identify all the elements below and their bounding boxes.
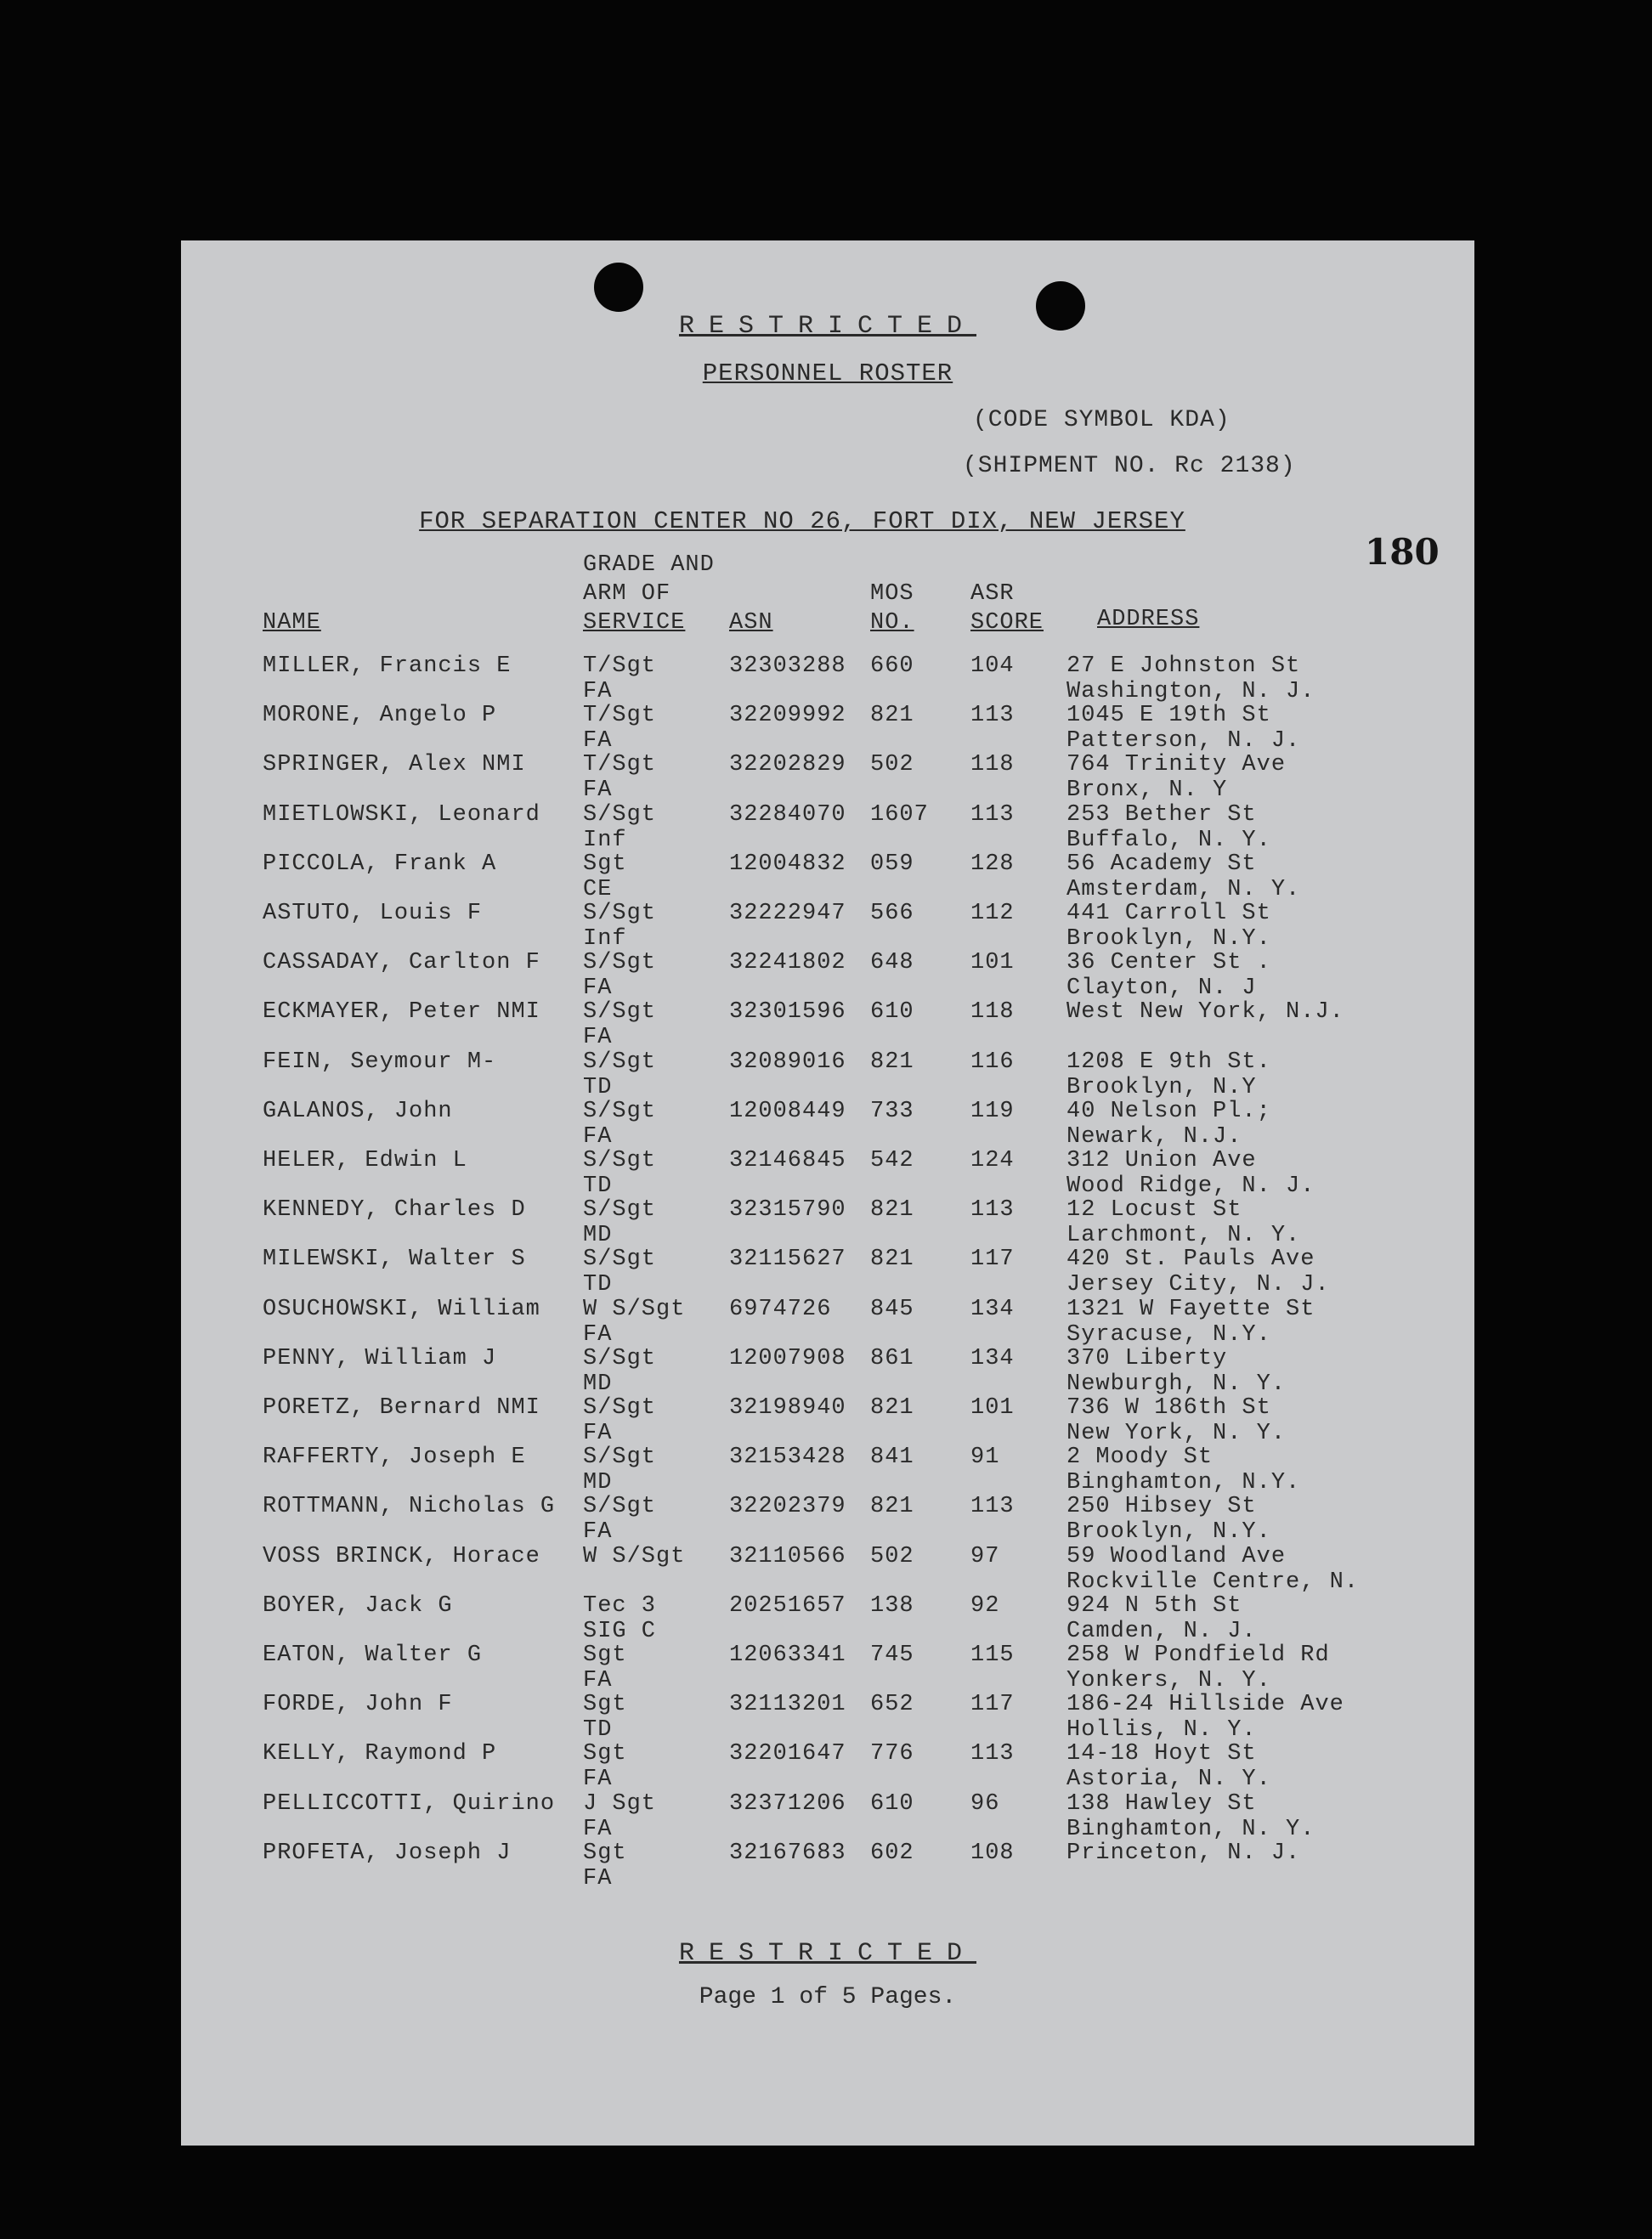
row-asr: 108: [970, 1840, 1015, 1866]
row-mos: 841: [870, 1445, 914, 1471]
table-row: [181, 1840, 1474, 1890]
row-asr: 134: [970, 1345, 1015, 1371]
page-number: 180: [1365, 531, 1440, 573]
table-row: [181, 999, 1474, 1049]
row-asr: 112: [970, 901, 1015, 926]
row-asr: 128: [970, 851, 1015, 877]
shipment-number: (SHIPMENT NO. Rc 2138): [963, 453, 1296, 479]
col-address: ADDRESS: [1097, 607, 1200, 632]
row-grade: S/Sgt MD: [583, 1197, 657, 1249]
table-row: [181, 901, 1474, 950]
row-name: PICCOLA, Frank A: [263, 851, 497, 877]
row-address: Princeton, N. J.: [1066, 1840, 1301, 1866]
row-asn: 32198940: [729, 1395, 846, 1421]
row-grade: S/Sgt FA: [583, 1494, 657, 1546]
col-asr: ASR SCORE: [970, 581, 1044, 636]
row-asn: 6974726: [729, 1296, 832, 1322]
row-asr: 113: [970, 1494, 1015, 1520]
row-address: 258 W Pondfield Rd Yonkers, N. Y.: [1066, 1642, 1330, 1693]
restricted-footer: RESTRICTED: [678, 1939, 977, 1968]
row-asr: 101: [970, 1395, 1015, 1421]
table-row: [181, 1593, 1474, 1642]
row-asr: 97: [970, 1543, 1000, 1569]
table-row: [181, 752, 1474, 804]
row-address: 36 Center St . Clayton, N. J: [1066, 950, 1271, 1002]
page-footer: Page 1 of 5 Pages.: [699, 1984, 957, 2010]
table-row: [181, 1049, 1474, 1099]
table-row: [181, 1544, 1474, 1593]
row-asr: 134: [970, 1296, 1015, 1322]
row-grade: Sgt FA: [583, 1642, 627, 1693]
row-mos: 648: [870, 950, 914, 976]
row-mos: 821: [870, 1197, 914, 1224]
row-address: 186-24 Hillside Ave Hollis, N. Y.: [1066, 1692, 1344, 1744]
table-row: [181, 653, 1474, 703]
row-mos: 542: [870, 1148, 914, 1173]
row-mos: 610: [870, 999, 914, 1026]
row-asr: 113: [970, 801, 1015, 828]
row-asn: 32113201: [729, 1692, 846, 1718]
row-name: EATON, Walter G: [263, 1642, 483, 1668]
row-mos: 1607: [870, 801, 929, 828]
row-asr: 118: [970, 752, 1015, 778]
row-asr: 91: [970, 1445, 1000, 1471]
row-asr: 101: [970, 950, 1015, 976]
row-grade: S/Sgt MD: [583, 1345, 657, 1397]
row-asr: 92: [970, 1592, 1000, 1619]
row-name: HELER, Edwin L: [263, 1148, 467, 1173]
row-asn: 32241802: [729, 950, 846, 976]
row-address: 40 Nelson Pl.; Newark, N.J.: [1066, 1098, 1271, 1150]
row-name: ECKMAYER, Peter NMI: [263, 999, 540, 1026]
row-address: 250 Hibsey St Brooklyn, N.Y.: [1066, 1494, 1271, 1546]
code-symbol: (CODE SYMBOL KDA): [973, 407, 1231, 433]
table-row: [181, 1346, 1474, 1395]
punch-hole-left: [594, 263, 643, 312]
row-mos: 776: [870, 1741, 914, 1767]
row-asr: 113: [970, 1197, 1015, 1224]
row-mos: 660: [870, 653, 914, 679]
row-asn: 32115627: [729, 1247, 846, 1273]
col-mos: MOS NO.: [870, 581, 914, 636]
row-grade: J Sgt FA: [583, 1790, 657, 1842]
table-row: [181, 802, 1474, 851]
row-asn: 32167683: [729, 1840, 846, 1866]
row-address: 27 E Johnston St Washington, N. J.: [1066, 653, 1315, 704]
row-mos: 652: [870, 1692, 914, 1718]
row-address: 2 Moody St Binghamton, N.Y.: [1066, 1445, 1301, 1496]
row-mos: 745: [870, 1642, 914, 1668]
row-grade: Sgt FA: [583, 1741, 627, 1793]
table-row: [181, 1099, 1474, 1148]
row-asn: 12063341: [729, 1642, 846, 1668]
row-mos: 845: [870, 1296, 914, 1322]
row-mos: 821: [870, 703, 914, 729]
row-grade: S/Sgt FA: [583, 1395, 657, 1446]
row-grade: S/Sgt FA: [583, 999, 657, 1051]
row-asr: 115: [970, 1642, 1015, 1668]
row-name: ROTTMANN, Nicholas G: [263, 1494, 556, 1520]
row-grade: S/Sgt Inf: [583, 901, 657, 952]
row-asr: 117: [970, 1247, 1015, 1273]
row-mos: 502: [870, 752, 914, 778]
table-row: [181, 1692, 1474, 1744]
row-grade: W S/Sgt FA: [583, 1296, 686, 1348]
row-asn: 32202379: [729, 1494, 846, 1520]
row-address: 924 N 5th St Camden, N. J.: [1066, 1592, 1257, 1644]
row-address: 56 Academy St Amsterdam, N. Y.: [1066, 851, 1301, 902]
table-row: [181, 1395, 1474, 1445]
row-asr: 118: [970, 999, 1015, 1026]
row-mos: 059: [870, 851, 914, 877]
row-grade: S/Sgt Inf: [583, 801, 657, 853]
row-mos: 821: [870, 1247, 914, 1273]
restricted-header: RESTRICTED: [678, 312, 977, 341]
row-address: 14-18 Hoyt St Astoria, N. Y.: [1066, 1741, 1271, 1793]
col-grade: GRADE AND ARM OF SERVICE: [583, 552, 715, 636]
row-address: 420 St. Pauls Ave Jersey City, N. J.: [1066, 1247, 1330, 1298]
row-name: MIETLOWSKI, Leonard: [263, 801, 540, 828]
roster-page: [181, 240, 1474, 2146]
row-mos: 502: [870, 1543, 914, 1569]
row-name: BOYER, Jack G: [263, 1592, 453, 1619]
col-name: NAME: [263, 610, 321, 636]
row-name: FEIN, Seymour M-: [263, 1049, 497, 1075]
row-mos: 566: [870, 901, 914, 926]
col-asn: ASN: [729, 610, 773, 636]
row-asn: 32303288: [729, 653, 846, 679]
row-asr: 117: [970, 1692, 1015, 1718]
row-name: RAFFERTY, Joseph E: [263, 1445, 526, 1471]
row-name: MILLER, Francis E: [263, 653, 512, 679]
row-grade: Tec 3 SIG C: [583, 1592, 657, 1644]
row-grade: S/Sgt MD: [583, 1445, 657, 1496]
table-row: [181, 1197, 1474, 1247]
row-address: 1208 E 9th St. Brooklyn, N.Y: [1066, 1049, 1271, 1100]
table-row: [181, 950, 1474, 1002]
row-name: CASSADAY, Carlton F: [263, 950, 540, 976]
row-asr: 104: [970, 653, 1015, 679]
row-address: 370 Liberty Newburgh, N. Y.: [1066, 1345, 1287, 1397]
row-name: FORDE, John F: [263, 1692, 453, 1718]
row-asr: 96: [970, 1790, 1000, 1817]
table-row: [181, 1741, 1474, 1793]
table-row: [181, 1148, 1474, 1197]
row-grade: Sgt CE: [583, 851, 627, 902]
row-grade: T/Sgt FA: [583, 703, 657, 755]
row-name: MILEWSKI, Walter S: [263, 1247, 526, 1273]
row-name: OSUCHOWSKI, William: [263, 1296, 540, 1322]
row-name: KENNEDY, Charles D: [263, 1197, 526, 1224]
row-asn: 12004832: [729, 851, 846, 877]
row-mos: 602: [870, 1840, 914, 1866]
separation-center: FOR SEPARATION CENTER NO 26, FORT DIX, NEW JERSEY: [419, 507, 1185, 535]
row-address: 736 W 186th St New York, N. Y.: [1066, 1395, 1287, 1446]
table-row: [181, 1791, 1474, 1840]
row-name: PELLICCOTTI, Quirino: [263, 1790, 556, 1817]
row-asn: 12007908: [729, 1345, 846, 1371]
row-address: 1321 W Fayette St Syracuse, N.Y.: [1066, 1296, 1315, 1348]
row-name: MORONE, Angelo P: [263, 703, 497, 729]
row-mos: 821: [870, 1049, 914, 1075]
row-name: SPRINGER, Alex NMI: [263, 752, 526, 778]
row-asr: 113: [970, 703, 1015, 729]
row-grade: T/Sgt FA: [583, 752, 657, 804]
row-grade: S/Sgt FA: [583, 950, 657, 1002]
row-grade: W S/Sgt: [583, 1543, 686, 1569]
row-grade: Sgt TD: [583, 1692, 627, 1744]
row-asn: 32201647: [729, 1741, 846, 1767]
row-address: 59 Woodland Ave Rockville Centre, N.: [1066, 1543, 1360, 1595]
row-name: PENNY, William J: [263, 1345, 497, 1371]
row-asn: 32301596: [729, 999, 846, 1026]
row-name: ASTUTO, Louis F: [263, 901, 483, 926]
row-asn: 12008449: [729, 1098, 846, 1124]
row-asr: 113: [970, 1741, 1015, 1767]
row-address: West New York, N.J.: [1066, 999, 1344, 1026]
row-grade: S/Sgt TD: [583, 1148, 657, 1199]
row-mos: 610: [870, 1790, 914, 1817]
row-address: 441 Carroll St Brooklyn, N.Y.: [1066, 901, 1271, 952]
row-mos: 138: [870, 1592, 914, 1619]
row-address: 1045 E 19th St Patterson, N. J.: [1066, 703, 1301, 755]
row-asn: 32209992: [729, 703, 846, 729]
row-asn: 32202829: [729, 752, 846, 778]
row-address: 764 Trinity Ave Bronx, N. Y: [1066, 752, 1287, 804]
table-row: [181, 1445, 1474, 1494]
row-address: 138 Hawley St Binghamton, N. Y.: [1066, 1790, 1315, 1842]
row-address: 12 Locust St Larchmont, N. Y.: [1066, 1197, 1301, 1249]
table-row: [181, 1247, 1474, 1296]
row-asn: 32089016: [729, 1049, 846, 1075]
row-grade: Sgt FA: [583, 1840, 627, 1891]
row-asn: 32371206: [729, 1790, 846, 1817]
row-mos: 821: [870, 1395, 914, 1421]
row-asr: 124: [970, 1148, 1015, 1173]
row-asn: 32315790: [729, 1197, 846, 1224]
row-name: VOSS BRINCK, Horace: [263, 1543, 540, 1569]
row-address: 253 Bether St Buffalo, N. Y.: [1066, 801, 1271, 853]
table-row: [181, 1642, 1474, 1692]
row-asr: 119: [970, 1098, 1015, 1124]
row-mos: 821: [870, 1494, 914, 1520]
row-grade: S/Sgt FA: [583, 1098, 657, 1150]
row-grade: S/Sgt TD: [583, 1049, 657, 1100]
table-row: [181, 1494, 1474, 1546]
row-asn: 32110566: [729, 1543, 846, 1569]
row-asn: 32146845: [729, 1148, 846, 1173]
row-address: 312 Union Ave Wood Ridge, N. J.: [1066, 1148, 1315, 1199]
table-row: [181, 851, 1474, 901]
row-mos: 733: [870, 1098, 914, 1124]
row-asn: 32153428: [729, 1445, 846, 1471]
row-name: KELLY, Raymond P: [263, 1741, 497, 1767]
row-asn: 20251657: [729, 1592, 846, 1619]
table-row: [181, 703, 1474, 755]
row-mos: 861: [870, 1345, 914, 1371]
roster-title: PERSONNEL ROSTER: [702, 359, 953, 387]
row-grade: T/Sgt FA: [583, 653, 657, 704]
table-row: [181, 1297, 1474, 1346]
row-asr: 116: [970, 1049, 1015, 1075]
row-asn: 32284070: [729, 801, 846, 828]
row-grade: S/Sgt TD: [583, 1247, 657, 1298]
row-asn: 32222947: [729, 901, 846, 926]
row-name: PROFETA, Joseph J: [263, 1840, 512, 1866]
row-name: GALANOS, John: [263, 1098, 453, 1124]
row-name: PORETZ, Bernard NMI: [263, 1395, 540, 1421]
